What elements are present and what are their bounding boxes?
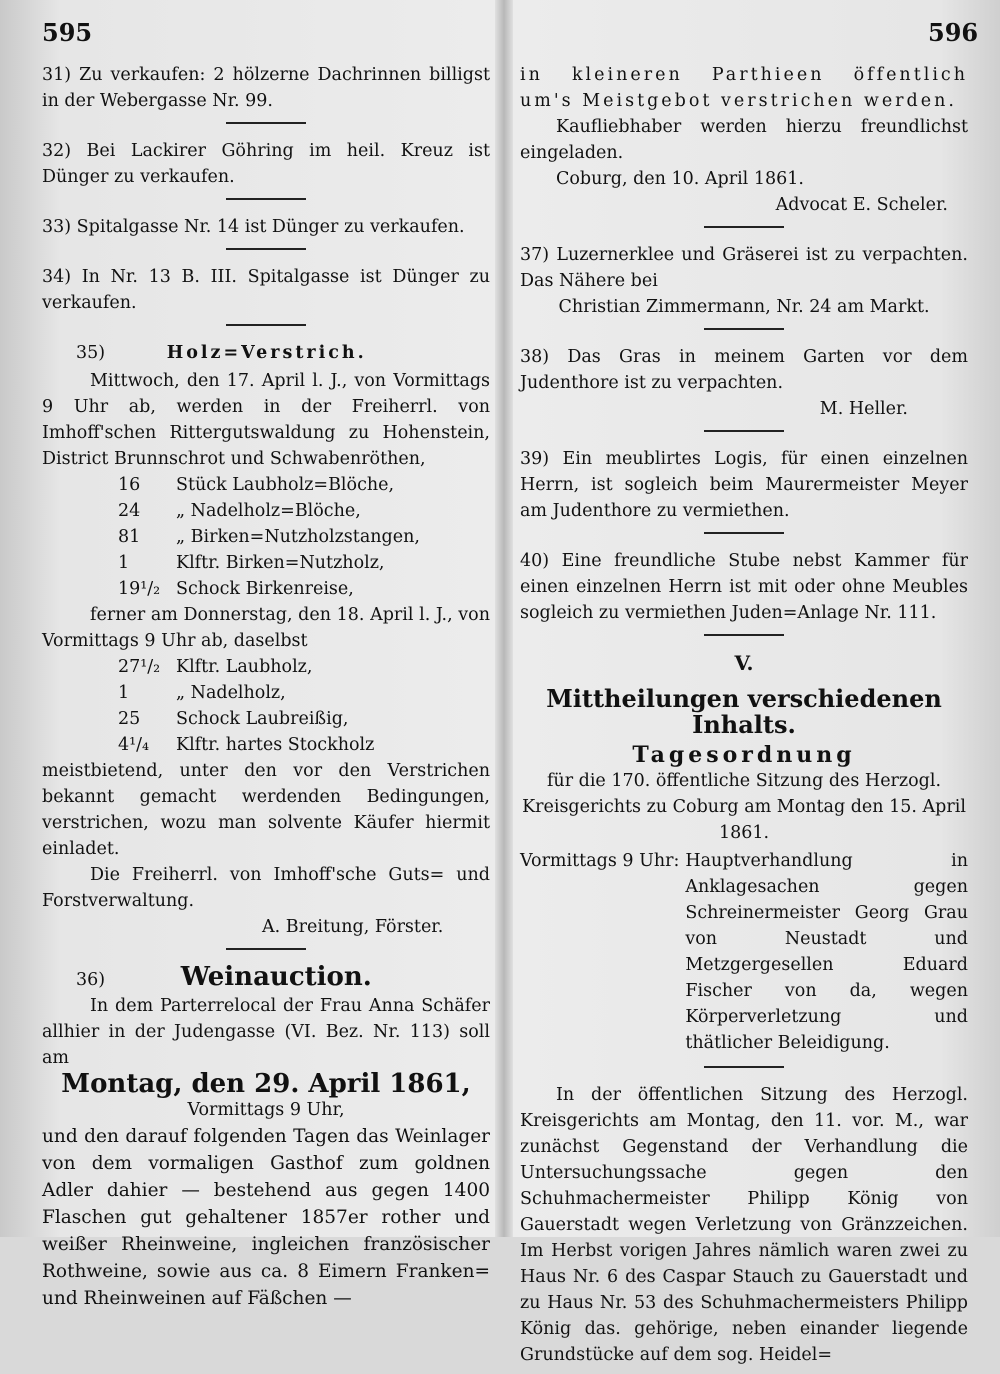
page-number-left: 595 [42, 18, 93, 47]
divider [704, 532, 784, 534]
divider [226, 248, 306, 250]
divider [226, 324, 306, 326]
notice-36-signature: Advocat E. Scheler. [775, 195, 948, 215]
list-item: 24 „ Nadelholz=Blöche, [118, 501, 361, 521]
notice-38: 38) Das Gras in meinem Garten vor dem Judenthore ist zu verpachten. [520, 347, 968, 393]
agenda-title: Tagesordnung [632, 742, 856, 768]
agenda-subtitle: für die 170. öffentliche Sitzung des Herzogl. Kreisgerichts zu Coburg am Montag den 15. April 1861. [522, 771, 966, 843]
notice-35-signature-name: A. Breitung, Förster. [262, 917, 444, 937]
list-item: 81 „ Birken=Nutzholzstangen, [118, 527, 420, 547]
list-item: 1 Klftr. Birken=Nutzholz, [118, 553, 385, 573]
divider [226, 122, 306, 124]
list-item: 25 Schock Laubreißig, [118, 709, 349, 729]
divider [704, 226, 784, 228]
timber-list-1 [42, 472, 490, 602]
notice-36-number: 36) [76, 970, 106, 990]
divider [704, 430, 784, 432]
notice-35-signature-office: Die Freiherrl. von Imhoff'sche Guts= und Forstverwaltung. [42, 865, 490, 911]
notice-36-place-date: Coburg, den 10. April 1861. [556, 169, 804, 189]
divider [226, 198, 306, 200]
notice-35-text-1: Mittwoch, den 17. April l. J., von Vormittags 9 Uhr ab, werden in der Freiherrl. von Imhoff'schen Rittergutswaldung zu Hohenstein, District Brunnschrot und Schwabenröthen, [42, 371, 490, 469]
notice-36-time: Vormittags 9 Uhr, [187, 1100, 345, 1120]
notice-36-date: Montag, den 29. April 1861, [61, 1069, 471, 1099]
notice-36-text-2: und den darauf folgenden Tagen das Weinlager von dem vormaligen Gasthof zum goldnen Adler dahier — bestehend aus gegen 1400 Flaschen gut gehaltener 1857er rother und weißer Rheinweine, ingleichen französischer Rothweine, sowie aus ca. 8 Eimern Franken= und Rheinweinen auf Fäßchen — [42, 1126, 490, 1309]
notice-40: 40) Eine freundliche Stube nebst Kammer für einen einzelnen Herrn ist mit oder ohne Meubles sogleich zu vermiethen Juden=Anlage Nr. 111. [520, 551, 968, 623]
notice-35-number: 35) [76, 343, 106, 363]
list-item: 16 Stück Laubholz=Blöche, [118, 475, 395, 495]
list-item: 19¹/₂ Schock Birkenreise, [118, 579, 354, 599]
list-item: 4¹/₄ Klftr. hartes Stockholz [118, 735, 375, 755]
notice-32: 32) Bei Lackirer Göhring im heil. Kreuz ist Dünger zu verkaufen. [42, 141, 490, 187]
divider [226, 948, 306, 950]
notice-37: 37) Luzernerklee und Gräserei ist zu verpachten. Das Nähere bei [520, 245, 968, 291]
notice-36-invitation: Kaufliebhaber werden hierzu freundlichst eingeladen. [520, 117, 968, 163]
section-number: V. [734, 651, 754, 675]
book-spine-shadow [495, 0, 513, 1237]
agenda-entry [520, 848, 968, 1056]
notice-35 [42, 340, 490, 940]
right-column [520, 62, 968, 1374]
notice-35-text-2: ferner am Donnerstag, den 18. April l. J., von Vormittags 9 Uhr ab, daselbst [42, 605, 490, 651]
divider [704, 328, 784, 330]
divider [704, 1066, 784, 1068]
page-number-right: 596 [928, 18, 979, 47]
list-item: 1 „ Nadelholz, [118, 683, 286, 703]
notice-31: 31) Zu verkaufen: 2 hölzerne Dachrinnen billigst in der Webergasse Nr. 99. [42, 65, 490, 111]
notice-38-signature: M. Heller. [819, 399, 908, 419]
notice-33: 33) Spitalgasse Nr. 14 ist Dünger zu verkaufen. [42, 217, 465, 237]
notice-36-title: Weinauction. [180, 962, 372, 992]
timber-list-2 [42, 654, 490, 758]
notice-36-text-1: In dem Parterrelocal der Frau Anna Schäfer allhier in der Judengasse (VI. Bez. Nr. 113) soll am [42, 996, 490, 1068]
agenda-time-label: Vormittags 9 Uhr: [520, 851, 680, 871]
notice-37-name: Christian Zimmermann, Nr. 24 am Markt. [558, 297, 930, 317]
notice-36-continued: in kleineren Parthieen öffentlich um's Meistgebot verstrichen werden. [520, 65, 968, 111]
court-report: In der öffentlichen Sitzung des Herzogl. Kreisgerichts am Montag, den 11. vor. M., war zunächst Gegenstand der Verhandlung die Untersuchungssache gegen den Schuhmachermeister Philipp König von Gauerstadt wegen Verletzung von Gränzzeichen. Im Herbst vorigen Jahres nämlich waren zwei zu Haus Nr. 6 des Caspar Stauch zu Gauerstadt und zu Haus Nr. 53 des Schuhmachermeisters Philipp König das. gehörige, neben einander liegende Grundstücke auf dem sog. Heidel= [520, 1085, 968, 1365]
notice-39: 39) Ein meublirtes Logis, für einen einzelnen Herrn, ist sogleich beim Maurermeister Meyer am Judenthore zu vermiethen. [520, 449, 968, 521]
notice-36 [42, 964, 490, 1312]
left-column [42, 62, 490, 1312]
divider [704, 634, 784, 636]
list-item: 27¹/₂ Klftr. Laubholz, [118, 657, 313, 677]
agenda-text: Hauptverhandlung in Anklagesachen gegen Schreinermeister Georg Grau von Neustadt und Metzgergesellen Eduard Fischer von da, wegen Körperverletzung und thätlicher Beleidigung. [685, 851, 968, 1053]
notice-35-title: Holz=Verstrich. [166, 343, 367, 363]
notice-34: 34) In Nr. 13 B. III. Spitalgasse ist Dünger zu verkaufen. [42, 267, 490, 313]
notice-35-text-3: meistbietend, unter den vor den Verstrichen bekannt gemacht werdenden Bedingungen, verstrichen, wozu man solvente Käufer hiermit einladet. [42, 761, 490, 859]
section-title: Mittheilungen verschiedenen Inhalts. [546, 684, 942, 739]
